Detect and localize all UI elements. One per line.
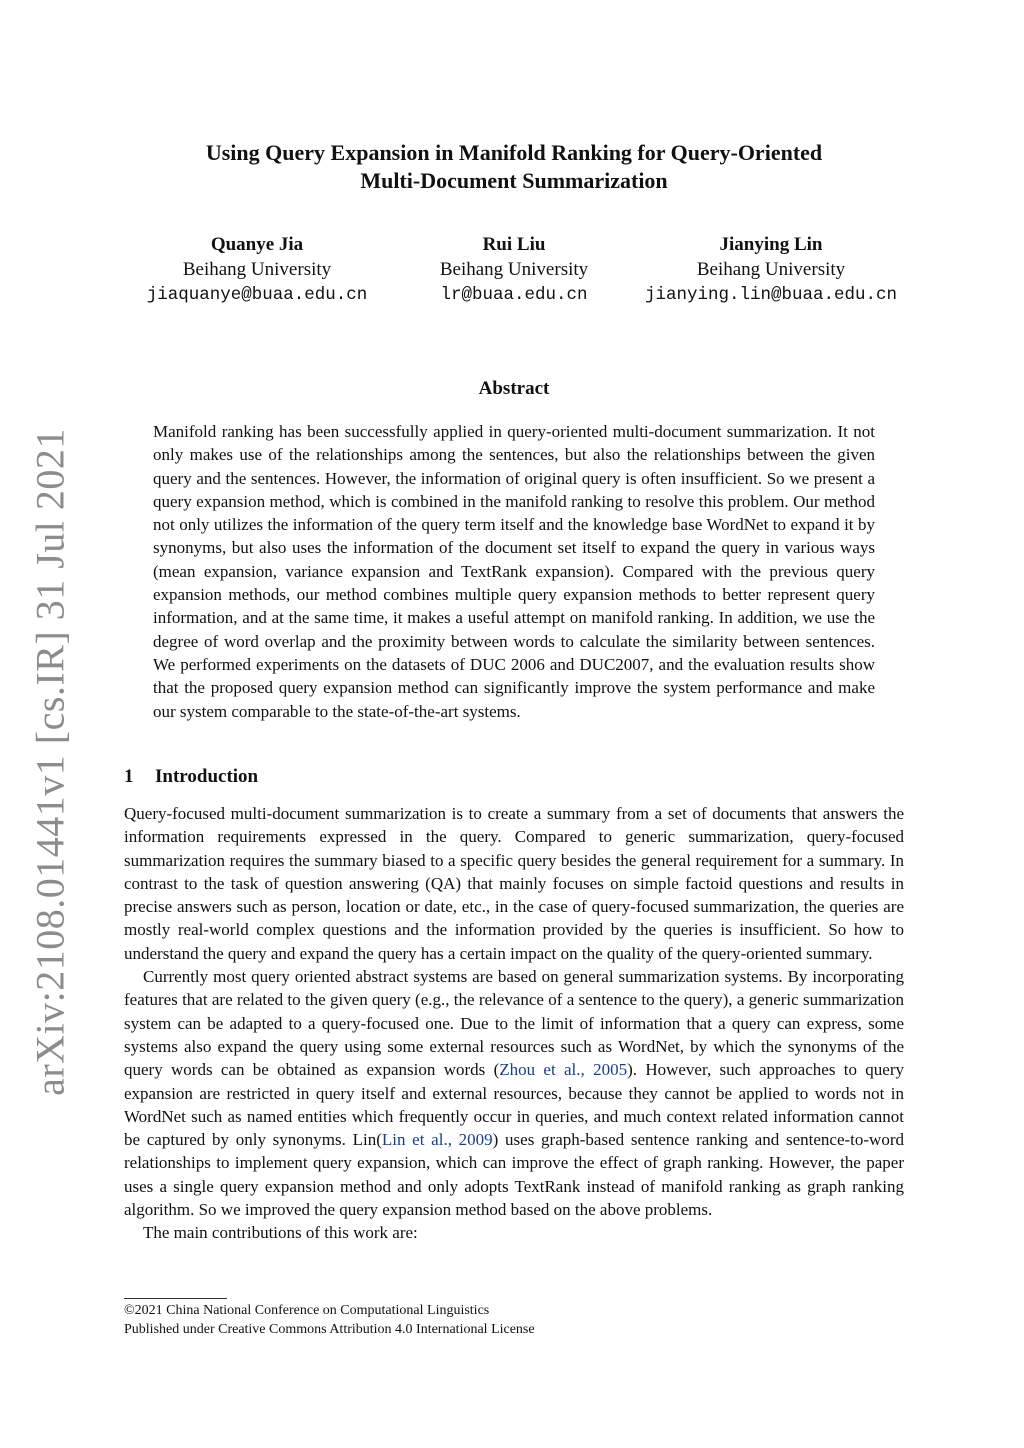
paragraph: Query-focused multi-document summarization is to create a summary from a set of documents that answers the information requirements expressed in the query. Compared to generic summarization, query-focused summarization requires the summary biased to a specific query besides the general requirement for a summary. In contrast to the task of question answering (QA) that mainly focuses on simple factoid questions and results in precise answers such as person, location or date, etc., in the case of query-focused summarization, the queries are mostly real-world complex questions and the information provided by the queries is insufficient. So how to understand the query and expand the query has a certain impact on the quality of the query-oriented summary. [124, 804, 904, 963]
author-email: lr@buaa.edu.cn [440, 285, 588, 305]
footnote [124, 1301, 535, 1339]
author-block [621, 232, 921, 309]
section-body [124, 802, 904, 1245]
abstract-text: Manifold ranking has been successfully applied in query-oriented multi-document summarization. It not only makes use of the relationships among the sentences, but also the relationships between the given query and the sentences. However, the information of original query is often insufficient. So we present a query expansion method, which is combined in the manifold ranking to resolve this problem. Our method not only utilizes the information of the query term itself and the knowledge base WordNet to expand it by synonyms, but also uses the information of the document set itself to expand the query in various ways (mean expansion, variance expansion and TextRank expansion). Compared with the previous query expansion methods, our method combines multiple query expansion methods to better represent query information, and at the same time, it makes a useful attempt on manifold ranking. In addition, we use the degree of word overlap and the proximity between words to calculate the similarity between sentences. We performed experiments on the datasets of DUC 2006 and DUC2007, and the evaluation results show that the proposed query expansion method can significantly improve the system performance and make our system comparable to the state-of-the-art systems. [153, 422, 875, 721]
author-affiliation: Beihang University [696, 259, 846, 280]
author-email: jiaquanye@buaa.edu.cn [146, 285, 368, 305]
section-number: 1 [124, 766, 134, 787]
paragraph [124, 965, 904, 1221]
author-name: Quanye Jia [210, 234, 304, 255]
citation-link[interactable]: Lin et al., 2009 [381, 1130, 493, 1150]
author-affiliation: Beihang University [182, 259, 332, 280]
section-title: Introduction [155, 766, 259, 787]
paragraph: The main contributions of this work are: [143, 1223, 418, 1243]
author-name: Jianying Lin [719, 234, 823, 255]
arxiv-identifier-text: arXiv:2108.01441v1 [cs.IR] 31 Jul 2021 [27, 428, 73, 1096]
title-line-1: Using Query Expansion in Manifold Ranking for Query-Oriented [205, 140, 823, 165]
footnote-rule [124, 1298, 227, 1299]
footnote-line: ©2021 China National Conference on Computational Linguistics [124, 1303, 490, 1318]
author-block [107, 232, 407, 309]
paper-title [124, 139, 904, 195]
citation-link[interactable]: Zhou et al., 2005 [499, 1060, 628, 1080]
section-heading [124, 765, 258, 789]
footnote-line: Published under Creative Commons Attribution 4.0 International License [124, 1322, 535, 1337]
paragraph-text: ) uses graph-based sentence ranking and sentence-to-word relationships to implement query expansion, which can improve the effect of graph ranking. However, the paper uses a single query expansion method and only adopts TextRank instead of manifold ranking as graph ranking algorithm. So we improved the query expansion method based on the above problems. [124, 1130, 904, 1220]
author-block [364, 232, 664, 309]
paragraph-text: ). However, such approaches to query expansion are restricted in query itself and external resources, because they cannot be applied to words not in WordNet such as named entities which frequently occur in queries, and much context related information cannot be captured by only synonyms. Lin( [124, 1060, 904, 1150]
author-name: Rui Liu [482, 234, 546, 255]
abstract-heading: Abstract [478, 378, 550, 399]
paragraph-text: Currently most query oriented abstract systems are based on general summarization systems. By incorporating features that are related to the given query (e.g., the relevance of a sentence to the query), a generic summarization system can be adapted to a query-focused one. Due to the limit of information that a query can express, some systems also expand the query using some external resources such as WordNet, by which the synonyms of the query words can be obtained as expansion words ( [124, 967, 904, 1080]
author-email: jianying.lin@buaa.edu.cn [644, 285, 898, 305]
title-line-2: Multi-Document Summarization [360, 168, 668, 193]
author-affiliation: Beihang University [439, 259, 589, 280]
